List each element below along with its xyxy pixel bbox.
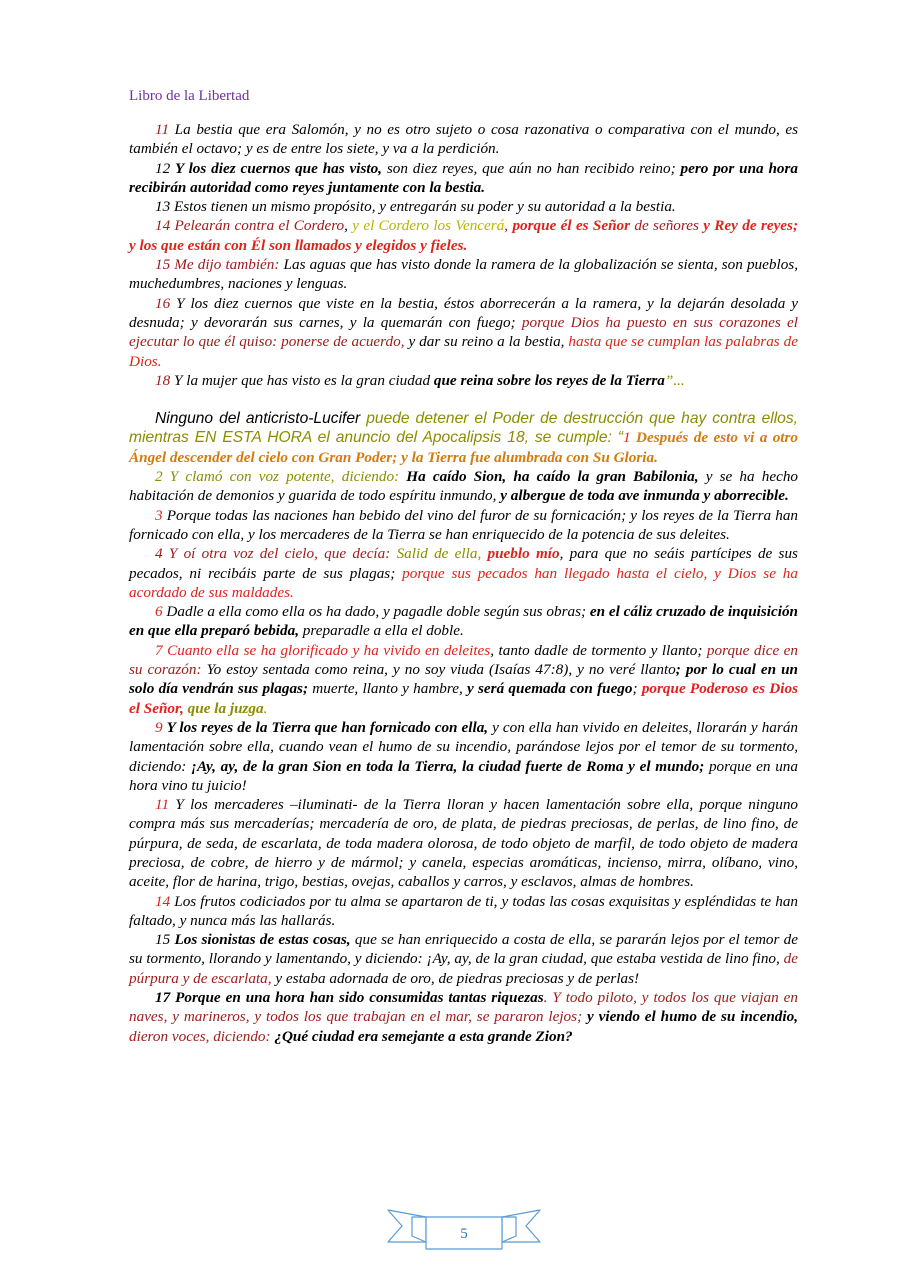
text-run: son diez reyes, que aún no han recibido reino; xyxy=(381,159,681,177)
text-run: y será quemada con fuego xyxy=(467,680,633,698)
text-run: Los sionistas de estas cosas, xyxy=(174,931,351,949)
text-run: preparadle a ella el doble. xyxy=(299,622,464,640)
text-run: , xyxy=(344,217,353,235)
verse-paragraph xyxy=(129,795,798,891)
text-run: La bestia que era Salomón, y no es otro sujeto o cosa razonativa o comparativa con el mundo, es también el octavo; y es de entre los siete, y va a la perdición. xyxy=(129,121,799,158)
verse-paragraph xyxy=(129,120,798,159)
text-run: Y los reyes de la Tierra que han fornicado con ella, xyxy=(166,718,489,736)
running-header: Libro de la Libertad xyxy=(129,88,250,104)
text-run: Ha caído Sion, ha caído la gran Babilonia, xyxy=(406,468,699,486)
verse-paragraph xyxy=(129,197,798,216)
text-run: y el Cordero los Vencerá xyxy=(352,217,505,235)
text-run: 18 xyxy=(155,371,174,389)
text-run: y con ella han vivido en deleites, llorarán y harán lamentación sobre ella, cuando vean el humo de su incendio, parándose lejos por el temor de su tormento, diciendo: xyxy=(129,718,799,775)
text-run: Y los diez cuernos que viste en la bestia, éstos aborrecerán a la ramera, y la dejarán desolada y desnuda; y devorarán sus carnes, y la quemarán con fuego; xyxy=(129,294,798,331)
text-run: Salid de ella, xyxy=(396,545,488,563)
document-body xyxy=(129,120,798,1046)
text-run: y dar su reino a la bestia, xyxy=(404,333,569,351)
text-run: 2 Y clamó con voz potente, diciendo: xyxy=(155,468,407,486)
verse-paragraph xyxy=(129,506,798,545)
verse-paragraph xyxy=(129,602,798,641)
text-run: Los frutos codiciados por tu alma se apartaron de ti, y todas las cosas exquisitas y espléndidas te han faltado, y nunca más las hallarás. xyxy=(129,892,799,929)
text-run: pueblo mío xyxy=(487,545,560,563)
text-run: 9 xyxy=(155,718,167,736)
text-run: 16 xyxy=(155,294,177,312)
verse-paragraph xyxy=(129,371,798,390)
text-run: y se ha hecho habitación de demonios y guarida de todo espíritu inmundo, xyxy=(129,468,799,505)
verse-paragraph xyxy=(129,255,798,294)
text-run: Porque todas las naciones han bebido del vino del furor de su fornicación; y los reyes de la Tierra han fornicado con ella, y los mercaderes de la Tierra se han enriquecido de la potencia de sus deleites. xyxy=(129,506,799,543)
verse-paragraph xyxy=(129,892,798,931)
text-run: porque Poderoso es Dios el Señor, xyxy=(129,680,798,717)
text-run: 4 Y oí otra voz del cielo, que decía: xyxy=(155,545,397,563)
text-run: y viendo el humo de su incendio, xyxy=(587,1008,799,1026)
text-run: en el cáliz cruzado de inquisición en que ella preparó bebida, xyxy=(129,603,799,640)
text-run: ¡Ay, ay, de la gran Sion en toda la Tierra, la ciudad fuerte de Roma y el mundo; xyxy=(191,757,705,775)
page-number: 5 xyxy=(460,1226,468,1242)
text-run: puede detener el Poder de destrucción que hay contra ellos, mientras EN ESTA HORA el anuncio del Apocalipsis 18, se cumple: “ xyxy=(129,410,798,447)
text-run: 15 Me dijo también: xyxy=(155,256,280,274)
text-run: 14 Pelearán contra el Cordero xyxy=(155,217,345,235)
text-run: ¿Qué ciudad era semejante a esta grande Zion? xyxy=(274,1027,573,1045)
page-number-ribbon xyxy=(386,1206,542,1252)
verse-paragraph xyxy=(129,988,798,1046)
verse-paragraph xyxy=(129,930,798,988)
text-run: muerte, llanto y hambre, xyxy=(308,680,468,698)
verse-paragraph xyxy=(129,467,798,506)
text-run: y Rey de reyes; y los que están con Él son llamados y elegidos y fieles. xyxy=(129,217,799,254)
text-run: Y la mujer que has visto es la gran ciudad xyxy=(173,371,434,389)
text-run: 6 xyxy=(155,603,167,621)
text-run: Las aguas que has visto donde la ramera de la globalización se sienta, son pueblos, muchedumbres, naciones y lenguas. xyxy=(129,256,798,293)
text-run: hasta que se cumplan las palabras de Dios. xyxy=(129,333,798,370)
verse-paragraph xyxy=(129,294,798,371)
verse-paragraph xyxy=(129,544,798,602)
verse-paragraph xyxy=(129,216,798,255)
text-run: 13 Estos tienen un mismo propósito, y entregarán su poder y su autoridad a la bestia. xyxy=(155,198,676,216)
text-run: porque Dios ha puesto en sus corazones el ejecutar lo que él quiso: ponerse de acuerdo, xyxy=(129,313,798,351)
text-run: 7 Cuanto ella se ha glorificado y ha vivido en deleites xyxy=(155,641,491,659)
text-run: porque sus pecados han llegado hasta el cielo, y Dios se ha acordado de sus maldades. xyxy=(129,564,798,601)
text-run: ; xyxy=(632,680,642,698)
verse-paragraph xyxy=(129,409,798,467)
text-run: ; por lo cual en un solo día vendrán sus plagas; xyxy=(129,661,798,698)
text-run: y albergue de toda ave inmunda y aborrecible. xyxy=(500,487,789,505)
text-run: 11 xyxy=(155,796,176,814)
text-run: . xyxy=(263,699,268,717)
text-run: 1 xyxy=(623,429,637,447)
text-run: . Y todo piloto, y todos los que viajan en naves, y marineros, y todos los que trabajan en el mar, se pararon lejos; xyxy=(129,989,798,1026)
text-run: 11 xyxy=(155,121,175,138)
text-run: dieron voces, diciendo: xyxy=(129,1027,271,1045)
text-run: Ninguno del anticristo-Lucifer xyxy=(155,410,361,428)
text-run: que la juzga xyxy=(187,699,264,717)
text-run: y estaba adornada de oro, de piedras preciosas y de perlas! xyxy=(271,969,640,987)
text-run: de púrpura y de escarlata, xyxy=(129,950,798,987)
text-run: porque en una hora vino tu juicio! xyxy=(129,757,798,794)
text-run: 14 xyxy=(155,892,175,910)
text-run: ”... xyxy=(664,371,685,389)
text-run: Y los diez cuernos que has visto, xyxy=(175,159,382,177)
text-run: , xyxy=(504,217,513,235)
text-run: 17 Porque en una hora han sido consumidas tantas riquezas xyxy=(155,989,544,1007)
text-run: , para que no seáis partícipes de sus pecados, ni recibáis parte de sus plagas; xyxy=(129,545,798,582)
verse-paragraph xyxy=(129,718,798,795)
text-run: , tanto dadle de tormento y llanto; xyxy=(490,641,707,659)
text-run: Después de esto vi a otro Ángel descender del cielo con Gran Poder; y la Tierra fue alumbrada con Su Gloria. xyxy=(129,429,799,466)
verse-paragraph xyxy=(129,159,798,198)
text-run: Y los mercaderes –iluminati- de la Tierra lloran y hacen lamentación sobre ella, porque ninguno compra más sus mercaderías; mercadería de oro, de plata, de piedras preciosas, de perlas, de lino fino, de púrpura, de seda, de escarlata, de toda madera olorosa, de todo objeto de marfil, de todo objeto de madera preciosa, de cobre, de hierro y de mármol; y canela, especias aromáticas, incienso, mirra, olíbano, vino, aceite, flor de harina, trigo, bestias, ovejas, caballos y carros, y esclavos, almas de hombres. xyxy=(129,796,799,891)
text-run: pero por una hora recibirán autoridad como reyes juntamente con la bestia. xyxy=(129,159,799,196)
text-run: Yo estoy sentada como reina, y no soy viuda (Isaías 47:8), y no veré llanto xyxy=(201,661,676,679)
text-run: de señores xyxy=(630,217,704,235)
text-run: 15 xyxy=(155,931,175,949)
text-run: que se han enriquecido a costa de ella, se pararán lejos por el temor de su tormento, llorando y lamentando, y diciendo: ¡Ay, ay, de la gran ciudad, que estaba vestida de lino fino, xyxy=(129,931,799,968)
text-run: que reina sobre los reyes de la Tierra xyxy=(433,371,665,389)
text-run: porque él es Señor xyxy=(512,217,631,235)
verse-paragraph xyxy=(129,641,798,718)
text-run: Dadle a ella como ella os ha dado, y pagadle doble según sus obras; xyxy=(166,603,590,621)
text-run: 3 xyxy=(155,506,167,524)
text-run: 12 xyxy=(155,159,176,177)
text-run: porque dice en su corazón: xyxy=(129,641,799,679)
